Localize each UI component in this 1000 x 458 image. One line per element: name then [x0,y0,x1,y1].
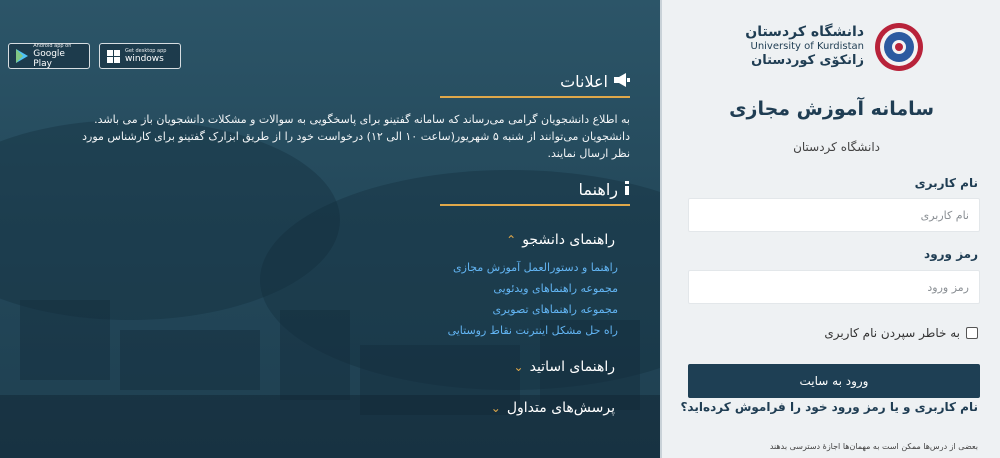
login-panel [660,0,1000,458]
windows-small: Get desktop app [125,48,167,54]
guide-title: راهنما [440,180,630,199]
logo-name-ku: زانکۆی کوردستان [751,53,864,68]
announcements-header [440,72,630,98]
guide-link-rural-internet[interactable]: راه حل مشکل اینترنت نقاط روستایی [447,324,618,337]
windows-big: windows [125,54,164,64]
logo-text [664,24,864,69]
guide-link-image[interactable]: مجموعه راهنماهای تصویری [492,303,618,316]
windows-badge[interactable] [99,43,181,69]
chevron-up-icon: ⌃ [506,233,517,247]
announcements-underline [440,96,630,98]
google-play-badge[interactable] [8,43,90,69]
system-title: سامانه آموزش مجازی [729,98,934,120]
guide-underline [440,204,630,206]
remember-checkbox[interactable] [966,327,978,339]
guest-note: بعضی از درس‌ها ممکن است به مهمان‌ها اجازهٔ دسترسی بدهند [769,442,978,451]
remember-row [824,326,978,340]
info-icon [624,180,630,199]
google-play-small: Android app on [33,43,72,49]
forgot-password-link[interactable]: نام کاربری و یا رمز ورود خود را فراموش کرده‌اید؟ [680,400,978,414]
announcement-text: به اطلاع دانشجویان گرامی می‌رساند که سامانه گفتینو برای پاسخگویی به سوالات و مشکلات دانشجویان باز می باشد. دانشجویان می‌توانند از شنبه ۵ شهریور(ساعت ۱۰ الی ۱۲) درخواست خود را از طریق ابزارک گفتینو برای کارشناس مورد نظر ارسال نمایند. [82,113,630,160]
username-label: نام کاربری [914,176,978,190]
chevron-down-icon: ⌄ [513,360,524,374]
logo-name-en: University of Kurdistan [750,41,864,52]
password-label: رمز ورود [924,247,978,261]
system-subtitle: دانشگاه کردستان [793,140,880,154]
guide-header [440,180,630,206]
google-play-big: Google Play [33,49,65,69]
chevron-down-icon: ⌄ [490,401,501,415]
logo-name-fa: دانشگاه کردستان [745,24,864,40]
student-guide-links [318,257,618,341]
remember-label: به خاطر سپردن نام کاربری [824,326,960,340]
guide-link-video[interactable]: مجموعه راهنماهای ویدئویی [493,282,618,295]
faq-toggle[interactable]: پرسش‌های متداول ⌄ [490,400,615,416]
teacher-guide-toggle[interactable]: راهنمای اساتید ⌄ [513,359,615,375]
student-guide-toggle[interactable]: راهنمای دانشجو ⌃ [506,232,615,248]
announcements-title: اعلانات [440,72,630,91]
windows-icon [105,48,121,64]
password-input[interactable] [688,270,980,304]
play-store-icon [14,48,29,64]
login-button[interactable]: ورود به سایت [688,364,980,398]
username-input[interactable] [688,198,980,232]
guide-link-instructions[interactable]: راهنما و دستورالعمل آموزش مجازی [453,261,618,274]
megaphone-icon [614,72,630,91]
university-logo [874,22,924,72]
